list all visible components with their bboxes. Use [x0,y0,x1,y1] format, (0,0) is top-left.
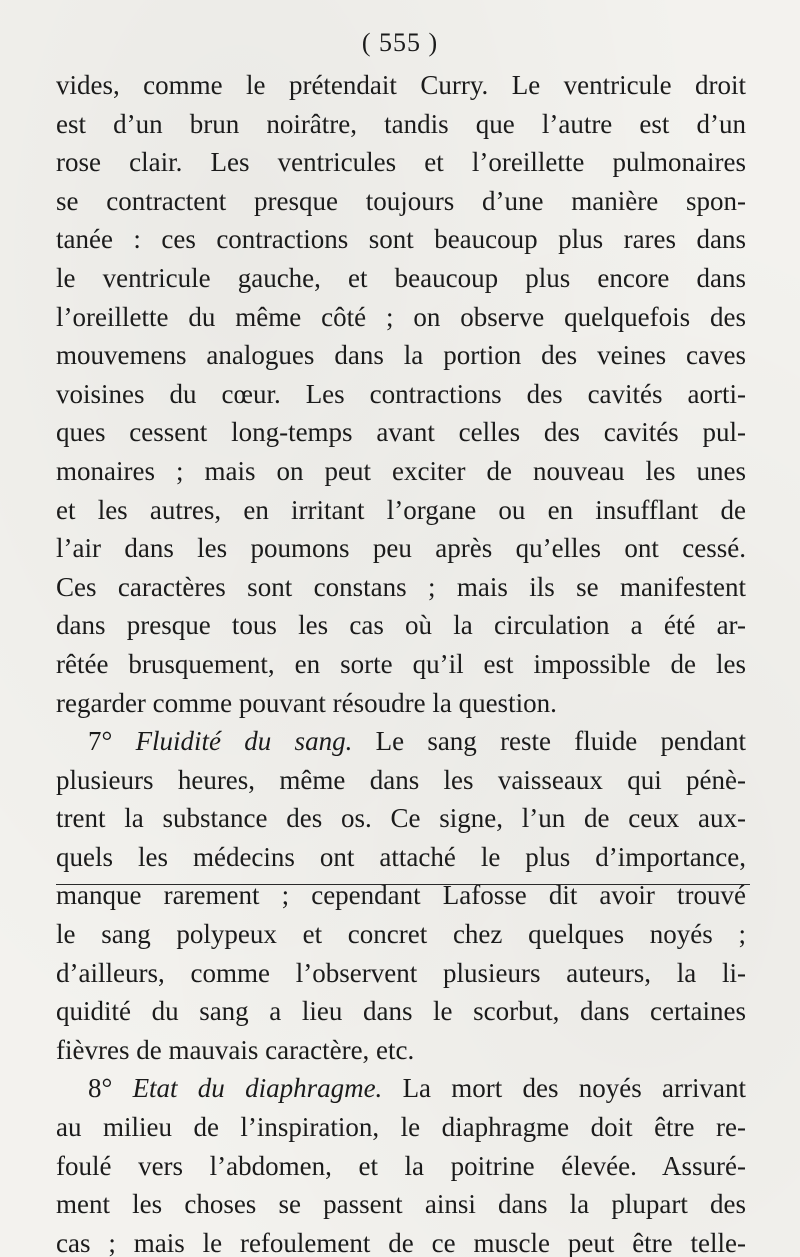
text-line: vides, comme le prétendait Curry. Le ventricule droit [56,70,746,100]
text-line: le ventricule gauche, et beaucoup plus encore dans [56,262,746,293]
text-line: voisines du cœur. Les contractions des cavités aorti- [56,378,746,409]
section-heading-line [56,1069,746,1108]
text-line: fièvres de mauvais caractère, etc. [56,1034,415,1065]
text-line: dans presque tous les cas où la circulation a été ar- [56,610,746,641]
section-title: Etat du diaphragme. [132,1073,383,1104]
text-line: est d’un brun noirâtre, tandis que l’autre est d’un [56,108,746,139]
text-line: Ces caractères sont constans ; mais ils se manifestent [56,571,746,602]
text-line: ment les choses se passent ainsi dans la plupart des [56,1189,746,1220]
text-line: se contractent presque toujours d’une manière spon- [56,185,746,216]
text-line: quidité du sang a lieu dans le scorbut, dans certaines [56,996,746,1027]
text-line: au milieu de l’inspiration, le diaphragme doit être re- [56,1112,746,1143]
text-line: rose clair. Les ventricules et l’oreillette pulmonaires [56,147,746,178]
text-line: monaires ; mais on peut exciter de nouveau les unes [56,455,746,486]
text-line: foulé vers l’abdomen, et la poitrine élevée. Assuré- [56,1150,746,1181]
text-line: cas ; mais le refoulement de ce muscle peut être telle- [56,1227,746,1257]
text-line: tanée : ces contractions sont beaucoup plus rares dans [56,224,746,255]
text-line: et les autres, en irritant l’organe ou en insufflant de [56,494,746,525]
section-number: 8° [88,1073,133,1104]
text-line: quels les médecins ont attaché le plus d’importance, [56,841,746,872]
horizontal-rule [56,884,750,885]
text-line: le sang polypeux et concret chez quelques noyés ; [56,919,746,950]
section-heading-line [56,722,746,761]
text-line: l’air dans les poumons peu après qu’elles ont cessé. [56,533,746,564]
text-line: rêtée brusquement, en sorte qu’il est impossible de les [56,648,746,679]
section-text: La mort des noyés arrivant [382,1073,746,1104]
text-line: l’oreillette du même côté ; on observe quelquefois des [56,301,746,332]
section-number: 7° [88,726,136,757]
section-text: Le sang reste fluide pendant [352,726,746,757]
page-number: ( 555 ) [361,28,439,57]
body-text [56,66,746,1257]
text-line: plusieurs heures, même dans les vaisseaux qui pénè- [56,764,746,795]
section-title: Fluidité du sang. [135,726,353,757]
text-line: manque rarement ; cependant Lafosse dit avoir trouvé [56,880,746,911]
text-line: mouvemens analogues dans la portion des veines caves [56,340,746,371]
text-line: regarder comme pouvant résoudre la question. [56,687,557,718]
text-line: d’ailleurs, comme l’observent plusieurs auteurs, la li- [56,957,746,988]
text-line: trent la substance des os. Ce signe, l’un de ceux aux- [56,803,746,834]
text-line: ques cessent long-temps avant celles des cavités pul- [56,417,746,448]
